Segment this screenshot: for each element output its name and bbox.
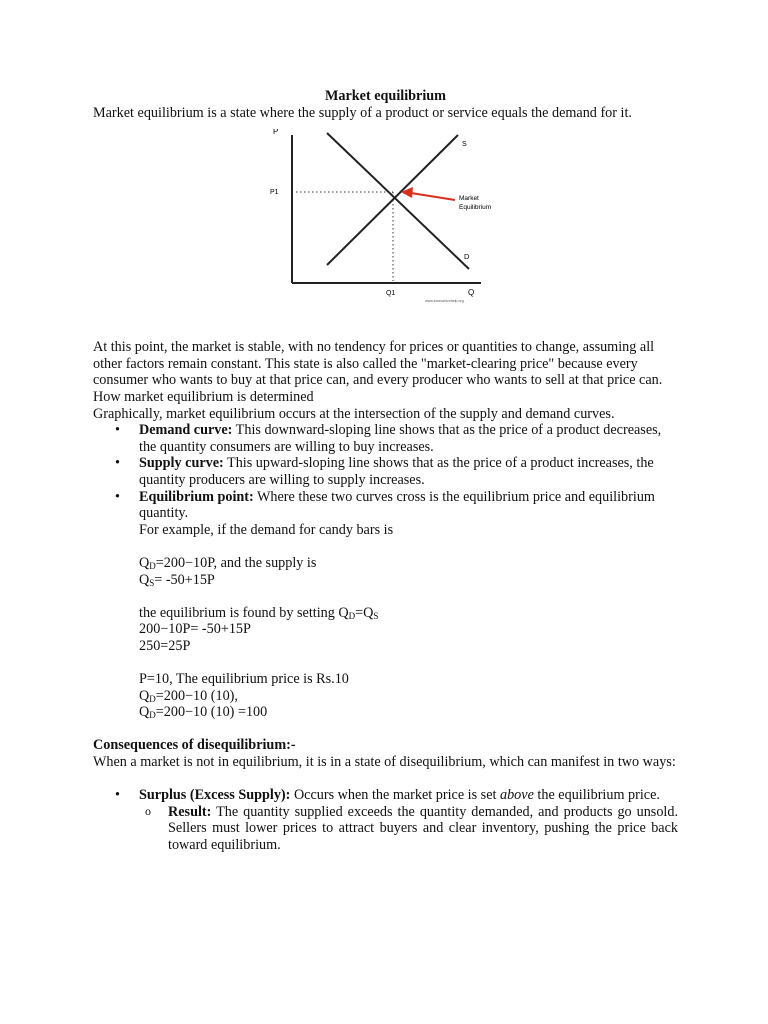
supply-equation bbox=[139, 572, 678, 589]
y-axis-label: P bbox=[273, 129, 279, 137]
bullet-label: Demand curve: bbox=[139, 422, 233, 439]
graphical-paragraph: Graphically, market equilibrium occurs at the intersection of the supply and demand curves. bbox=[93, 405, 615, 422]
q-symbol: Q bbox=[139, 704, 150, 721]
market-equilibrium-label-line1: Market bbox=[459, 195, 479, 203]
subscript: D bbox=[348, 610, 356, 621]
how-determined-heading: How market equilibrium is determined bbox=[93, 388, 314, 405]
equilibrium-setting-line bbox=[139, 605, 678, 622]
equilibrium-arrow bbox=[411, 193, 455, 200]
subscript: D bbox=[149, 693, 156, 704]
q-symbol: Q bbox=[139, 554, 150, 571]
stability-paragraph: At this point, the market is stable, with no tendency for prices or quantities to change, assuming all other factors remain constant. This state is also called the "market-clearing price" because every consumer who wants to buy at that price can, and every producer who wants to sell at that price can. bbox=[93, 339, 663, 389]
subscript: S bbox=[149, 577, 155, 588]
surplus-text-end: the equilibrium price. bbox=[533, 787, 660, 804]
subscript: D bbox=[149, 710, 156, 721]
equation-text: =200−10 (10) =100 bbox=[155, 704, 268, 721]
intro-paragraph: Market equilibrium is a state where the supply of a product or service equals the demand for it. bbox=[93, 104, 632, 121]
supply-demand-graph bbox=[263, 129, 503, 319]
disequilibrium-list bbox=[93, 787, 678, 853]
bullet-surplus bbox=[93, 787, 678, 804]
equation-text: = -50+15P bbox=[154, 571, 215, 588]
bullet-label: Supply curve: bbox=[139, 455, 224, 472]
q-symbol: Q bbox=[139, 571, 150, 588]
equation-step-2: 250=25P bbox=[139, 637, 191, 654]
demand-label: D bbox=[464, 252, 470, 262]
q1-label: Q1 bbox=[386, 290, 396, 298]
quantity-step-2 bbox=[139, 704, 678, 721]
surplus-label: Surplus (Excess Supply): bbox=[139, 787, 291, 804]
bullet-text: This upward-sloping line shows that as the price of a product increases, the quantity producers are willing to supply increases. bbox=[139, 455, 654, 488]
consequences-heading: Consequences of disequilibrium:- bbox=[93, 737, 296, 754]
subscript: D bbox=[149, 560, 156, 571]
surplus-text: Occurs when the market price is set bbox=[290, 787, 500, 804]
document-page bbox=[93, 88, 678, 854]
bullet-equilibrium-point bbox=[93, 489, 678, 721]
consequences-intro: When a market is not in equilibrium, it is in a state of disequilibrium, which can manifest in two ways: bbox=[93, 754, 676, 771]
bullet-label: Equilibrium point: bbox=[139, 488, 254, 505]
example-block bbox=[139, 522, 678, 721]
equation-text: the equilibrium is found by setting Q bbox=[139, 604, 349, 621]
document-title: Market equilibrium bbox=[325, 88, 446, 104]
diagram-source: www.economicshelp.org bbox=[425, 299, 464, 304]
equation-text: =Q bbox=[355, 604, 374, 621]
subscript: S bbox=[373, 610, 379, 621]
result-text: The quantity supplied exceeds the quantity demanded, and products go unsold. Sellers must lower prices to attract buyers and clear inventory, pushing the price back toward equilibrium. bbox=[168, 803, 678, 853]
equilibrium-price-line: P=10, The equilibrium price is Rs.10 bbox=[139, 671, 349, 688]
demand-equation bbox=[139, 555, 678, 572]
bullet-text: This downward-sloping line shows that as the price of a product decreases, the quantity consumers are willing to buy increases. bbox=[139, 422, 662, 455]
bullet-demand-curve bbox=[93, 422, 678, 455]
q-symbol: Q bbox=[139, 687, 150, 704]
surplus-emphasis: above bbox=[499, 787, 534, 804]
equation-step-1: 200−10P= -50+15P bbox=[139, 621, 251, 638]
x-axis-label: Q bbox=[468, 288, 475, 298]
bullet-text: Where these two curves cross is the equilibrium price and equilibrium quantity. bbox=[139, 488, 655, 522]
supply-demand-diagram bbox=[93, 125, 678, 337]
supply-label: S bbox=[462, 141, 467, 149]
equation-text: =200−10 (10), bbox=[155, 687, 238, 704]
result-label: Result: bbox=[168, 803, 212, 820]
sub-bullet-result bbox=[93, 804, 678, 854]
equation-text: =200−10P, and the supply is bbox=[155, 554, 317, 571]
demand-curve bbox=[327, 133, 469, 269]
example-intro: For example, if the demand for candy bars is bbox=[139, 521, 394, 538]
bullet-supply-curve bbox=[93, 455, 678, 488]
p1-label: P1 bbox=[270, 189, 279, 197]
market-equilibrium-label-line2: Equilibrium bbox=[459, 204, 492, 212]
curve-bullet-list bbox=[93, 422, 678, 721]
quantity-step-1 bbox=[139, 688, 678, 705]
